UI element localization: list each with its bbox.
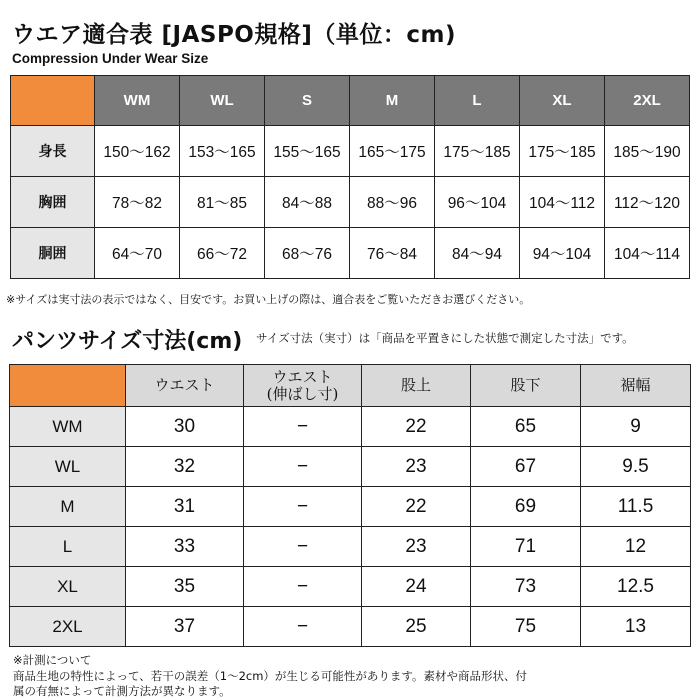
- header-corner-cell: [10, 365, 126, 407]
- measurement-note-line: 商品生地の特性によって、若干の誤差（1〜2cm）が生じる可能性があります。素材や商品形状、付: [13, 668, 528, 683]
- table-cell: 23: [362, 447, 471, 487]
- wear-size-table: [10, 75, 690, 279]
- table-cell: 32: [126, 447, 244, 487]
- header-size-wm: WM: [95, 76, 180, 126]
- table-cell: 104〜112: [520, 177, 605, 228]
- table-row: [10, 407, 691, 447]
- table-cell: 175〜185: [435, 126, 520, 177]
- table-cell: −: [244, 527, 362, 567]
- table-cell: 35: [126, 567, 244, 607]
- table-cell: −: [244, 567, 362, 607]
- pants-size-title-note: サイズ寸法（実寸）は「商品を平置きにした状態で測定した寸法」です。: [256, 331, 634, 345]
- header-size-xl: XL: [520, 76, 605, 126]
- table-cell: 9.5: [581, 447, 691, 487]
- wear-size-note: ※サイズは実寸法の表示ではなく、目安です。お買い上げの際は、適合表をご覧いただきお選びください。: [6, 293, 531, 306]
- table-cell: −: [244, 487, 362, 527]
- table-cell: 68〜76: [265, 228, 350, 279]
- table-row: [10, 487, 691, 527]
- table-cell: 23: [362, 527, 471, 567]
- table-row: [11, 126, 690, 177]
- table-cell: 67: [471, 447, 581, 487]
- table-cell: 22: [362, 487, 471, 527]
- table-cell: 31: [126, 487, 244, 527]
- table-cell: −: [244, 447, 362, 487]
- table-cell: 94〜104: [520, 228, 605, 279]
- table-cell: 13: [581, 607, 691, 647]
- header-waist: ウエスト: [126, 365, 244, 407]
- table-cell: −: [244, 607, 362, 647]
- table-cell: 81〜85: [180, 177, 265, 228]
- row-label-size: WM: [10, 407, 126, 447]
- table-cell: 24: [362, 567, 471, 607]
- table-cell: −: [244, 407, 362, 447]
- table-cell: 25: [362, 607, 471, 647]
- table-cell: 69: [471, 487, 581, 527]
- table-cell: 65: [471, 407, 581, 447]
- measurement-note-line: 属の有無によって計測方法が異なります。: [13, 684, 231, 698]
- table-cell: 66〜72: [180, 228, 265, 279]
- table-row: [10, 447, 691, 487]
- table-cell: 9: [581, 407, 691, 447]
- table-cell: 185〜190: [605, 126, 690, 177]
- table-cell: 73: [471, 567, 581, 607]
- table-cell: 37: [126, 607, 244, 647]
- table-cell: 150〜162: [95, 126, 180, 177]
- table-cell: 71: [471, 527, 581, 567]
- table-cell: 33: [126, 527, 244, 567]
- row-label-size: WL: [10, 447, 126, 487]
- pants-size-header-row: [10, 365, 691, 407]
- table-cell: 30: [126, 407, 244, 447]
- row-label-size: 2XL: [10, 607, 126, 647]
- table-cell: 153〜165: [180, 126, 265, 177]
- table-cell: 12.5: [581, 567, 691, 607]
- table-row: [10, 567, 691, 607]
- row-label-height: 身長: [11, 126, 95, 177]
- table-cell: 11.5: [581, 487, 691, 527]
- table-cell: 175〜185: [520, 126, 605, 177]
- table-cell: 76〜84: [350, 228, 435, 279]
- measurement-note-heading: ※計測について: [13, 653, 92, 667]
- table-cell: 75: [471, 607, 581, 647]
- header-inseam: 股下: [471, 365, 581, 407]
- table-row: [10, 607, 691, 647]
- header-size-2xl: 2XL: [605, 76, 690, 126]
- pants-size-title: パンツサイズ寸法(cm): [12, 329, 243, 354]
- header-corner-cell: [11, 76, 95, 126]
- header-size-l: L: [435, 76, 520, 126]
- table-cell: 84〜88: [265, 177, 350, 228]
- table-cell: 165〜175: [350, 126, 435, 177]
- wear-size-subtitle: Compression Under Wear Size: [12, 51, 209, 66]
- row-label-waist: 胴囲: [11, 228, 95, 279]
- table-cell: 78〜82: [95, 177, 180, 228]
- header-size-s: S: [265, 76, 350, 126]
- table-cell: 104〜114: [605, 228, 690, 279]
- wear-size-title: ウエア適合表 [JASPO規格]（単位：cm): [12, 22, 456, 48]
- table-row: [11, 228, 690, 279]
- header-rise: 股上: [362, 365, 471, 407]
- table-cell: 155〜165: [265, 126, 350, 177]
- header-size-m: M: [350, 76, 435, 126]
- pants-size-table: [9, 364, 691, 647]
- table-cell: 84〜94: [435, 228, 520, 279]
- header-hem-width: 裾幅: [581, 365, 691, 407]
- table-row: [11, 177, 690, 228]
- table-cell: 96〜104: [435, 177, 520, 228]
- row-label-size: L: [10, 527, 126, 567]
- table-cell: 64〜70: [95, 228, 180, 279]
- header-size-wl: WL: [180, 76, 265, 126]
- table-cell: 22: [362, 407, 471, 447]
- header-waist-stretched: ウエスト (伸ばし寸): [244, 365, 362, 407]
- row-label-size: XL: [10, 567, 126, 607]
- measurement-note: [13, 653, 527, 700]
- table-cell: 88〜96: [350, 177, 435, 228]
- row-label-chest: 胸囲: [11, 177, 95, 228]
- wear-size-header-row: [11, 76, 690, 126]
- table-cell: 112〜120: [605, 177, 690, 228]
- table-cell: 12: [581, 527, 691, 567]
- table-row: [10, 527, 691, 567]
- row-label-size: M: [10, 487, 126, 527]
